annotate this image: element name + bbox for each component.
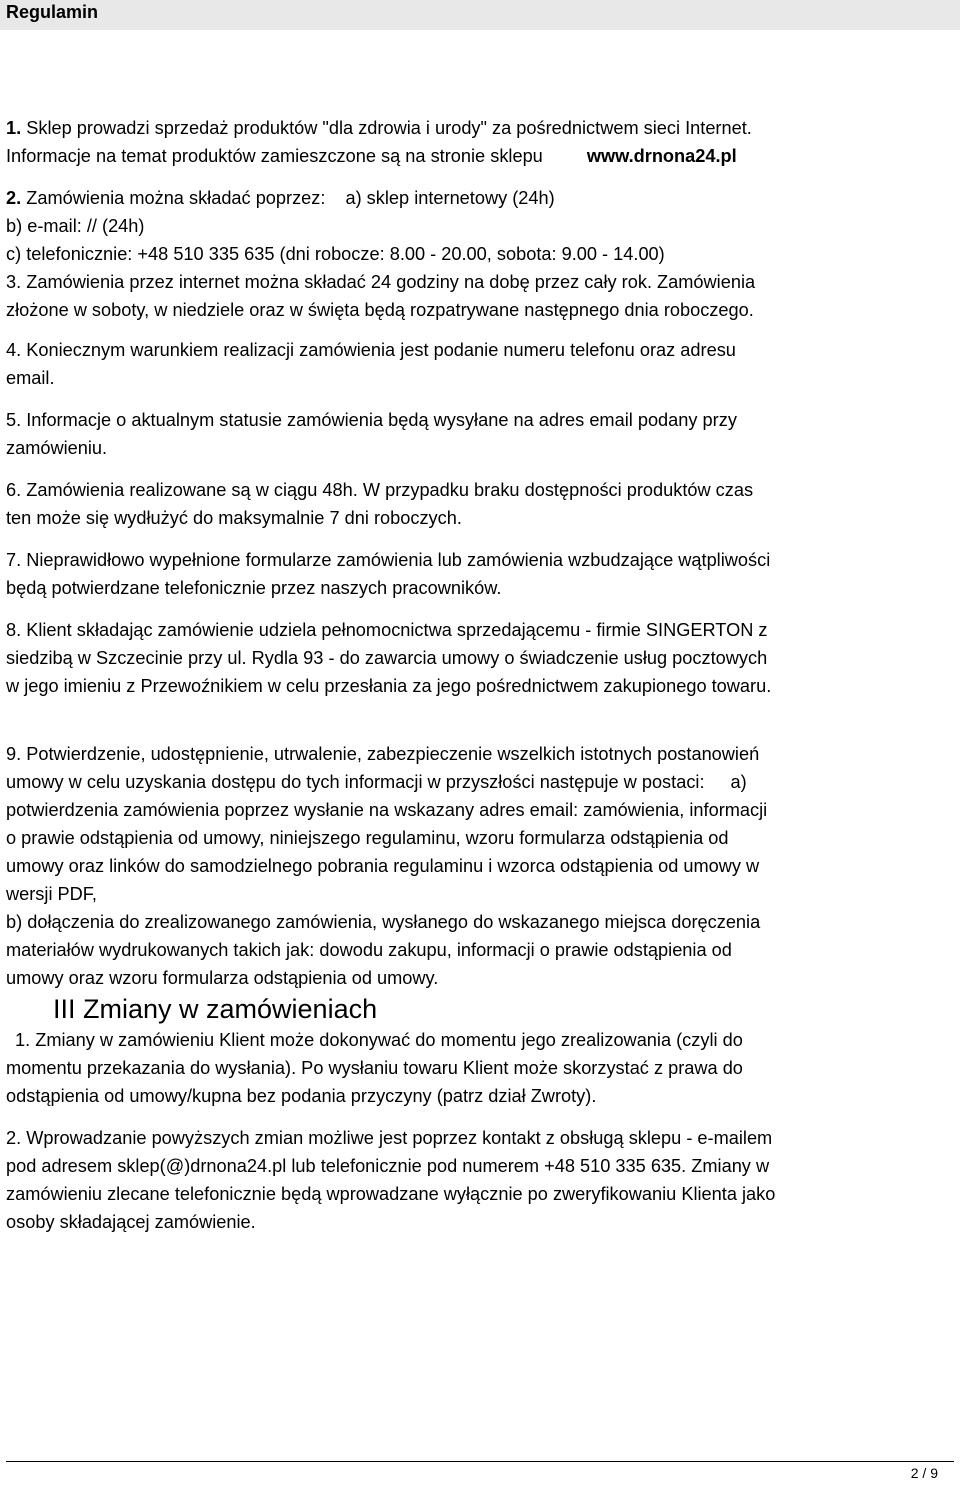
document-header bbox=[0, 0, 960, 30]
paragraph-5: 5. Informacje o aktualnym statusie zamówienia będą wysyłane na adres email podany przy bbox=[6, 410, 737, 430]
paragraph-8: 8. Klient składając zamówienie udziela pełnomocnictwa sprzedającemu - firmie SINGERTON z bbox=[6, 620, 768, 640]
section3-paragraph-2: 2. Wprowadzanie powyższych zmian możliwe jest poprzez kontakt z obsługą sklepu - e-mailem bbox=[6, 1128, 773, 1148]
section-heading: III Zmiany w zamówieniach bbox=[53, 994, 378, 1024]
paragraph-3: 3. Zamówienia przez internet można składać 24 godziny na dobę przez cały rok. Zamówienia bbox=[6, 272, 756, 292]
paragraph-1: 1. Sklep prowadzi sprzedaż produktów "dla zdrowia i urody" za pośrednictwem sieci Internet. bbox=[6, 118, 752, 138]
section3-paragraph-1: 1. Zmiany w zamówieniu Klient może dokonywać do momentu jego zrealizowania (czyli do bbox=[15, 1030, 743, 1050]
paragraph-7: 7. Nieprawidłowo wypełnione formularze zamówienia lub zamówienia wzbudzające wątpliwości bbox=[6, 550, 771, 570]
footer-divider bbox=[6, 1461, 954, 1462]
document-body: 1. Sklep prowadzi sprzedaż produktów "dla zdrowia i urody" za pośrednictwem sieci Internet. Informacje na temat produktów zamieszczone są na stronie sklepu www.drnona24.pl 2. Zamówienia można składać poprzez: a) sklep internetowy (24h) b) e-mail: // (24h) c) telefonicznie: +48 510 335 635 (dni robocze: 8.00 - 20.00, sobota: 9.00 - 14.00) 3. Zamówienia przez internet można składać 24 godziny na dobę przez cały rok. Zamówienia złożone w soboty, w niedziele oraz w święta będą rozpatrywane następnego dnia roboczego. 4. Koniecznym warunkiem realizacji zamówienia jest podanie numeru telefonu oraz adresu email. 5. Informacje o aktualnym statusie zamówienia będą wysyłane na adres email podany przy zamówieniu. 6. Zamówienia realizowane są w ciągu 48h. W przypadku braku dostępności produktów czas ten może się wydłużyć do maksymalnie 7 dni roboczych. 7. Nieprawidłowo wypełnione formularze zamówienia lub zamówienia wzbudzające wątpliwości będą potwierdzane telefonicznie przez naszych pracowników. 8. Klient składając zamówienie udziela pełnomocnictwa sprzedającemu - firmie SINGERTON z siedzibą w Szczecinie przy ul. Rydla 93 - do zawarcia umowy o świadczenie usług pocztowych w jego imieniu z Przewoźnikiem w celu przesłania za jego pośrednictwem zakupionego towaru. 9. Potwierdzenie, udostępnienie, utrwalenie, zabezpieczenie wszelkich istotnych postanowień umowy w celu uzyskania dostępu do tych informacji w przyszłości następuje w postaci: a) potwierdzenia zamówienia poprzez wysłanie na wskazany adres email: zamówienia, informacji o prawie odstąpienia od umowy, niniejszego regulaminu, wzoru formularza odstąpienia od umowy oraz linków do samodzielnego pobrania regulaminu i wzorca odstąpienia od umowy w wersji PDF, b) dołączenia do zrealizowanego zamówienia, wysłanego do wskazanego miejsca doręczenia materiałów wydrukowanych takich jak: dowodu zakupu, informacji o prawie odstąpienia od umowy oraz wzoru formularza odstąpienia od umowy. III Zmiany w zamówieniach 1. Zmiany w zamówieniu Klient może dokonywać do momentu jego zrealizowania (czyli do momentu przekazania do wysłania). Po wysłaniu towaru Klient może skorzystać z prawa do odstąpienia od umowy/kupna bez podania przyczyny (patrz dział Zwroty). 2. Wprowadzanie powyższych zmian możliwe jest poprzez kontakt z obsługą sklepu - e-mailem pod adresem sklep(@)drnona24.pl lub telefonicznie pod numerem +48 510 335 635. Zmiany w zamówieniu zlecane telefonicznie będą wprowadzane wyłącznie po zweryfikowaniu Klienta jako osoby składającej zamówienie. bbox=[6, 114, 952, 1236]
paragraph-number: 1. bbox=[6, 118, 22, 138]
paragraph-2: 2. Zamówienia można składać poprzez: a) sklep internetowy (24h) bbox=[6, 188, 555, 208]
paragraph-number: 2. bbox=[6, 188, 22, 208]
paragraph-9: 9. Potwierdzenie, udostępnienie, utrwalenie, zabezpieczenie wszelkich istotnych postanowień bbox=[6, 744, 760, 764]
document-title: Regulamin bbox=[6, 2, 99, 22]
page-number: 2 / 9 bbox=[910, 1465, 938, 1481]
paragraph-4: 4. Koniecznym warunkiem realizacji zamówienia jest podanie numeru telefonu oraz adresu bbox=[6, 340, 736, 360]
paragraph-6: 6. Zamówienia realizowane są w ciągu 48h. W przypadku braku dostępności produktów czas bbox=[6, 480, 754, 500]
shop-url: www.drnona24.pl bbox=[586, 146, 737, 166]
